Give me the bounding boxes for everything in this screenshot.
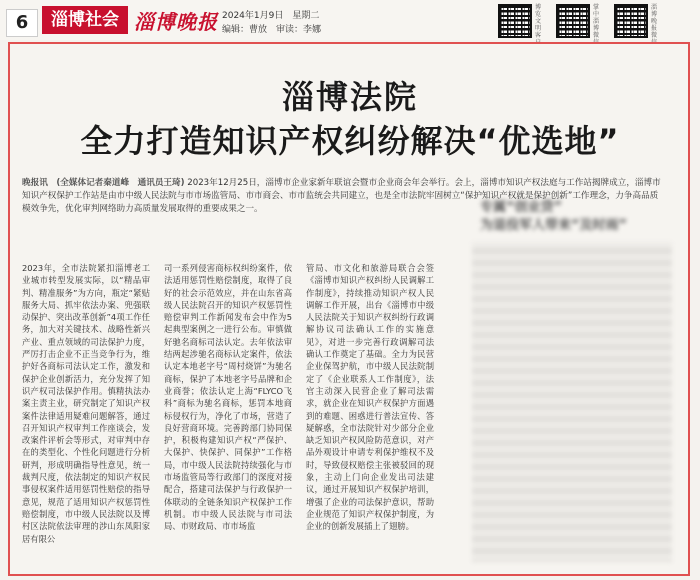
qr-caption: 博览文明客: [535, 4, 542, 39]
body-column-2: 司一系列侵害商标权纠纷案件，依法适用惩罚性赔偿制度，取得了良好的社会示范效应，并在山东省高级人民法院召开的知识产权惩罚性赔偿审判工作新闻发布会中作为5起典型案例之一进行公布。审慎做好驰名商标司法认定。去年依法审结两起涉驰名商标认定案件，依法认定本地老字号“周村烧饼”为驰名商标，保护了本地老字号品牌和企业商誉；依法认定上海“FLYCO飞科”商标为驰名商标，惩罚本地商标侵权行为，净化了市场，营造了良好营商环境。完善跨部门协同保护，积极构建知识产权“严保护、大保护、快保护、同保护”工作格局，市中级人民法院持续强化与市市场监管局等行政部门的深度对接配合，搭建司法保护与行政保护一体联动的全链条知识产权保护工作机制。市中级人民法院与市司法局、市财政局、市市场监: [164, 263, 292, 532]
masthead: [0, 0, 700, 40]
side-article-title-1: 专属“创业贷”: [480, 200, 563, 215]
side-article-title-2: 为退役军人带来“及时雨”: [480, 218, 628, 233]
body-column-1: 2023年，全市法院紧扣淄博老工业城市转型发展实际，以“精品审判、精准服务”为方向，瓶定“紧贴服务大局、抓牢依法办案、兜强联动保护、突出改革创新”4项工作任务，加大对关键技术、战略性新兴产业、重点领域的司法保护力度，严厉打击企业不正当竞争行为，维护好各商标司法认定工作，激发和保护企业创新活力，充分发挥了知识产权司法保护作用。慎精执法办案主责主业，研究制定了知识产权案件法律适用疑难问题解答，通过召开知识产权审判工作座谈会，发改案件评析会等形式，对审判中存在的类型化、个性化问题进行分析研判，形成明确指导性意见，统一裁判尺度，依法制定的知识产权民事侵权案件适用惩罚性赔偿的指导意见，规范了适用知识产权惩罚性赔偿制度，市中级人民法院以及博村区法院依法审理的涉山东凤阳家居有限公: [22, 263, 150, 544]
section-label: 淄博社会: [42, 6, 128, 34]
qr-code-icon: [614, 4, 648, 38]
side-article-body: [472, 242, 672, 562]
headline-line-1: 淄博法院: [281, 78, 418, 116]
qr-caption: 淄博晚报微: [651, 4, 658, 39]
qr-caption: 掌中淄博微: [593, 4, 600, 39]
headline-line-2: 全力打造知识产权纠纷解决“优选地”: [80, 122, 620, 160]
page-number: 6: [6, 9, 38, 37]
qr-code-icon: [498, 4, 532, 38]
issue-date: 2024年1月9日 星期二: [222, 11, 320, 21]
byline: 晚报讯 (全媒体记者秦道峰 通讯员王琦): [22, 178, 185, 188]
editor-credits: 编辑：曹放 审读：李娜: [222, 25, 322, 35]
body-column-3: 管局、市文化和旅游局联合会签《淄博市知识产权纠纷人民调解工作制度》，持续推动知识产权人民调解工作开展，出台《淄博市中级人民法院关于知识产权纠纷行政调解协议司法确认工作的实施意见》，对进一步完善行政调解司法确认工作奠定了基础。全力为民营企业保驾护航，市中级人民法院制定了《企业联系人工作制度》，法官主动深入民营企业了解司法需求，就企业在知识产权保护方面遇到的难题、困惑进行普法宣传、答疑解惑，全市法院针对少部分企业缺乏知识产权风险防范意识，对产品外观设计申请专利保护维权不及时，导致侵权赔偿主张被驳回的现象，主动上门向企业发出司法建议，通过开展知识产权保护培训，增强了企业的司法保护意识，帮助企业规范了知识产权保护制度，为企业的创新发展插上了翅膀。: [306, 263, 434, 532]
lead-text: 2023年12月25日，淄博市企业家新年联谊会暨市企业商会年会举行。会上，淄博市知识产权法庭与工作站揭牌成立，淄博市知识产权保护工作站是由市中级人民法院与市市场监管局、市市商会、市市监统会共同建立，也是全市法院牢固树立“保护知识产权就是保护创新”工作理念，力争高品质模效争先，优化审判网络助力高质量发展取得的重要成果之一。: [22, 178, 661, 214]
paper-logo: 淄博晚报: [134, 10, 218, 34]
blurred-side-article: [472, 196, 672, 566]
qr-code-icon: [556, 4, 590, 38]
